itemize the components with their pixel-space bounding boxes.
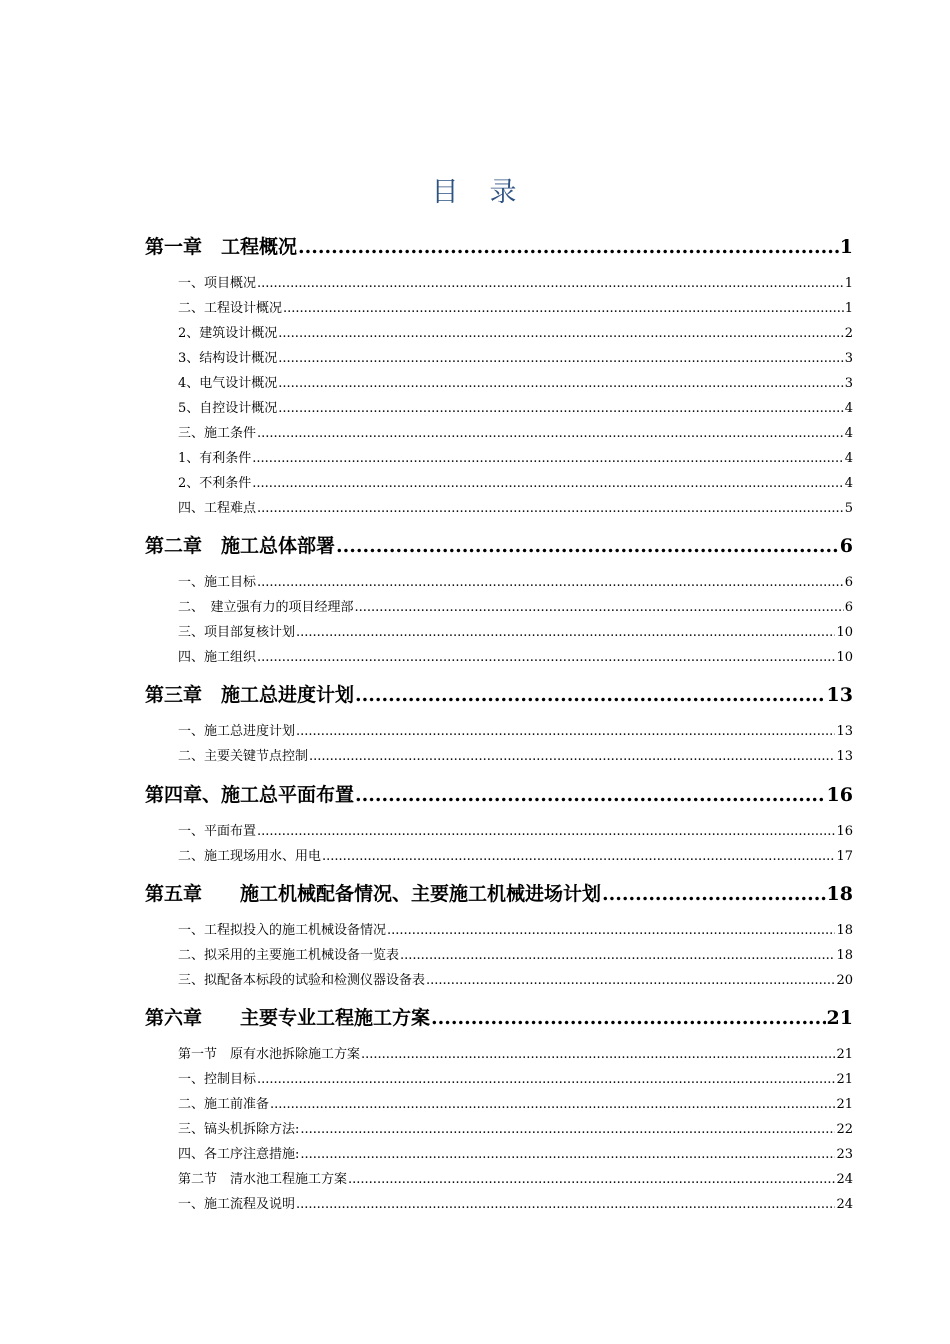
toc-label: 一、项目概况 <box>178 276 257 291</box>
toc-item[interactable] <box>178 372 853 391</box>
toc-leader <box>336 535 839 557</box>
toc-label: 二、工程设计概况 <box>178 301 283 316</box>
toc-label: 第二章 施工总体部署 <box>145 535 336 557</box>
toc-item[interactable] <box>178 447 853 466</box>
page-title: 目 录 <box>431 177 519 208</box>
toc-item[interactable] <box>178 1068 853 1087</box>
toc-label: 四、施工组织 <box>178 650 257 665</box>
toc-chapter-1[interactable] <box>145 232 853 259</box>
toc-page-number: 4 <box>844 426 853 441</box>
toc-leader <box>300 1122 835 1137</box>
toc-page-number: 18 <box>836 923 853 938</box>
toc-page-number: 1 <box>844 301 853 316</box>
toc-label: 第五章 施工机械配备情况、主要施工机械进场计划 <box>145 883 602 905</box>
toc-item[interactable] <box>178 497 853 516</box>
toc-leader <box>387 923 835 938</box>
toc-page-number: 18 <box>836 948 853 963</box>
toc-leader <box>257 650 835 665</box>
toc-label: 一、平面布置 <box>178 824 257 839</box>
toc-label: 1、有利条件 <box>178 451 252 466</box>
toc-page-number: 24 <box>836 1172 853 1187</box>
toc-page-number: 23 <box>836 1147 853 1162</box>
toc-label: 二、施工前准备 <box>178 1097 270 1112</box>
toc-label: 三、施工条件 <box>178 426 257 441</box>
toc-page-number: 16 <box>836 824 853 839</box>
toc-page-number: 10 <box>836 650 853 665</box>
toc-label: 4、电气设计概况 <box>178 376 278 391</box>
toc-leader <box>278 401 843 416</box>
toc-page-number: 21 <box>826 1007 853 1029</box>
toc-page-number: 3 <box>844 351 853 366</box>
toc-label: 第六章 主要专业工程施工方案 <box>145 1007 431 1029</box>
toc-leader <box>355 684 826 706</box>
toc-leader <box>296 724 835 739</box>
toc-label: 第二节 清水池工程施工方案 <box>178 1172 348 1187</box>
toc-leader <box>355 784 826 806</box>
toc-leader <box>252 476 843 491</box>
toc-label: 5、自控设计概况 <box>178 401 278 416</box>
toc-item[interactable] <box>178 272 853 291</box>
toc-leader <box>296 1197 835 1212</box>
toc-item[interactable] <box>178 322 853 341</box>
toc-page-number: 18 <box>826 883 853 905</box>
toc-leader <box>257 501 844 516</box>
toc-page-number: 16 <box>826 784 853 806</box>
toc-chapter-6[interactable] <box>145 1003 853 1030</box>
toc-leader <box>322 849 835 864</box>
toc-item[interactable] <box>178 745 853 764</box>
toc-leader <box>252 451 843 466</box>
toc-leader <box>257 276 844 291</box>
toc-page-number: 21 <box>836 1072 853 1087</box>
toc-chapter-4[interactable] <box>145 780 853 807</box>
toc-label: 2、不利条件 <box>178 476 252 491</box>
toc-label: 一、工程拟投入的施工机械设备情况 <box>178 923 387 938</box>
toc-page-number: 20 <box>836 973 853 988</box>
toc-item[interactable] <box>178 1193 853 1212</box>
toc-item[interactable] <box>178 1118 853 1137</box>
toc-item[interactable] <box>178 472 853 491</box>
toc-leader <box>602 883 826 905</box>
toc-leader <box>298 236 839 258</box>
toc-item[interactable] <box>178 347 853 366</box>
toc-item[interactable] <box>178 1143 853 1162</box>
toc-item[interactable] <box>178 1093 853 1112</box>
toc-page-number: 6 <box>844 575 853 590</box>
toc-label: 二、施工现场用水、用电 <box>178 849 322 864</box>
toc-leader <box>361 1047 835 1062</box>
toc-page-number: 6 <box>839 535 853 557</box>
toc-item[interactable] <box>178 944 853 963</box>
toc-leader <box>431 1007 826 1029</box>
toc-label: 第三章 施工总进度计划 <box>145 684 355 706</box>
toc-page-number: 13 <box>826 684 853 706</box>
toc-page-number: 2 <box>844 326 853 341</box>
toc-page-number: 24 <box>836 1197 853 1212</box>
toc-label: 第一节 原有水池拆除施工方案 <box>178 1047 361 1062</box>
toc-label: 3、结构设计概况 <box>178 351 278 366</box>
toc-chapter-5[interactable] <box>145 879 853 906</box>
toc-item[interactable] <box>178 596 853 615</box>
toc-item[interactable] <box>178 297 853 316</box>
toc-page-number: 3 <box>844 376 853 391</box>
toc-item[interactable] <box>178 646 853 665</box>
toc-leader <box>270 1097 835 1112</box>
toc-leader <box>278 376 843 391</box>
toc-page-number: 6 <box>844 600 853 615</box>
toc-page-number: 10 <box>836 625 853 640</box>
toc-leader <box>283 301 844 316</box>
toc-label: 四、各工序注意措施: <box>178 1147 300 1162</box>
toc-item[interactable] <box>178 720 853 739</box>
toc-item[interactable] <box>178 422 853 441</box>
toc-label: 四、工程难点 <box>178 501 257 516</box>
toc-label: 二、主要关键节点控制 <box>178 749 309 764</box>
toc-leader <box>309 749 835 764</box>
toc-leader <box>257 824 835 839</box>
toc-page-number: 5 <box>844 501 853 516</box>
toc-page-number: 1 <box>839 236 853 258</box>
toc-label: 二、 建立强有力的项目经理部 <box>178 600 354 615</box>
toc-leader <box>296 625 835 640</box>
toc-item[interactable] <box>178 1168 853 1187</box>
toc-page-number: 4 <box>844 476 853 491</box>
toc-label: 一、施工总进度计划 <box>178 724 296 739</box>
toc-chapter-2[interactable] <box>145 531 853 558</box>
toc-page-number: 21 <box>836 1097 853 1112</box>
toc-item[interactable] <box>178 397 853 416</box>
toc-page-number: 1 <box>844 276 853 291</box>
toc-label: 一、施工流程及说明 <box>178 1197 296 1212</box>
toc-label: 一、施工目标 <box>178 575 257 590</box>
toc-item[interactable] <box>178 969 853 988</box>
toc-chapter-3[interactable] <box>145 680 853 707</box>
toc-page-number: 17 <box>836 849 853 864</box>
toc-item[interactable] <box>178 571 853 590</box>
toc-leader <box>300 1147 835 1162</box>
toc-page-number: 4 <box>844 401 853 416</box>
toc-leader <box>400 948 835 963</box>
toc-label: 三、项目部复核计划 <box>178 625 296 640</box>
toc-leader <box>257 1072 835 1087</box>
toc-page-number: 4 <box>844 451 853 466</box>
toc-item[interactable] <box>178 1043 853 1062</box>
toc-item[interactable] <box>178 820 853 839</box>
toc-label: 三、拟配备本标段的试验和检测仪器设备表 <box>178 973 426 988</box>
toc-leader <box>426 973 835 988</box>
toc-item[interactable] <box>178 919 853 938</box>
toc-label: 三、镐头机拆除方法: <box>178 1122 300 1137</box>
toc-label: 第四章、施工总平面布置 <box>145 784 355 806</box>
toc-label: 第一章 工程概况 <box>145 236 298 258</box>
toc-leader <box>355 600 844 615</box>
toc-label: 2、建筑设计概况 <box>178 326 278 341</box>
toc-page-number: 22 <box>836 1122 853 1137</box>
toc-leader <box>278 351 843 366</box>
toc-label: 二、拟采用的主要施工机械设备一览表 <box>178 948 400 963</box>
toc-leader <box>348 1172 835 1187</box>
toc-item[interactable] <box>178 621 853 640</box>
toc-page-number: 13 <box>836 724 853 739</box>
toc-leader <box>257 426 844 441</box>
toc-leader <box>257 575 844 590</box>
toc-label: 一、控制目标 <box>178 1072 257 1087</box>
toc-page-number: 21 <box>836 1047 853 1062</box>
toc-leader <box>278 326 843 341</box>
toc-item[interactable] <box>178 845 853 864</box>
toc-page-number: 13 <box>836 749 853 764</box>
